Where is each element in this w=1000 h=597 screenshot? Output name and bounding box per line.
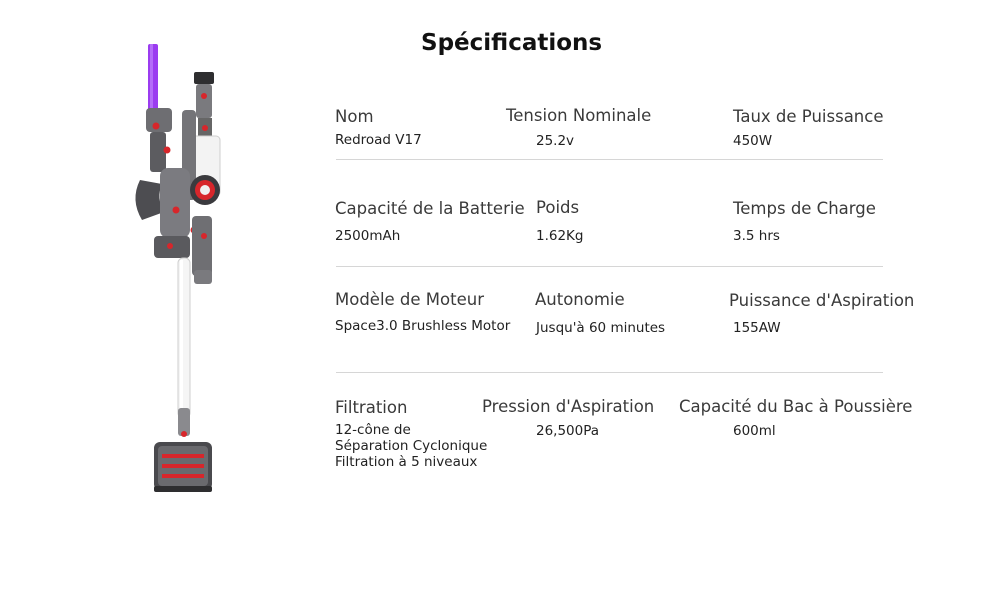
row-divider [336,372,883,373]
spec-value-autonomie: Jusqu'à 60 minutes [536,320,666,336]
spec-value-batterie: 2500mAh [335,228,401,244]
spec-label-nom: Nom [335,107,374,126]
filtration-line: Filtration à 5 niveaux [335,454,478,470]
spec-value-puissance: 450W [733,133,773,149]
spec-value-pression: 26,500Pa [536,423,600,439]
spec-label-bac: Capacité du Bac à Poussière [679,397,913,416]
filtration-line: Séparation Cyclonique [335,438,488,454]
spec-label-puissance: Taux de Puissance [733,107,884,126]
spec-value-nom: Redroad V17 [335,132,422,148]
spec-label-filtration: Filtration [335,398,408,417]
spec-label-moteur: Modèle de Moteur [335,290,484,309]
spec-label-batterie: Capacité de la Batterie [335,199,525,218]
spec-value-filtration [335,422,487,470]
spec-label-poids: Poids [536,198,580,217]
spec-value-tension: 25.2v [536,133,575,149]
vacuum-product-image [120,40,260,500]
spec-value-aspiration: 155AW [733,320,781,336]
spec-label-charge: Temps de Charge [733,199,876,218]
spec-value-charge: 3.5 hrs [733,228,780,244]
spec-label-tension: Tension Nominale [506,106,652,125]
spec-value-moteur: Space3.0 Brushless Motor [335,318,511,334]
spec-value-bac: 600ml [733,423,776,439]
spec-label-autonomie: Autonomie [535,290,625,309]
row-divider [336,159,883,160]
page-title: Spécifications [421,30,603,56]
filtration-line: 12-cône de [335,422,411,438]
row-divider [336,266,883,267]
spec-label-aspiration: Puissance d'Aspiration [729,291,915,310]
spec-label-pression: Pression d'Aspiration [482,397,655,416]
spec-value-poids: 1.62Kg [536,228,584,244]
